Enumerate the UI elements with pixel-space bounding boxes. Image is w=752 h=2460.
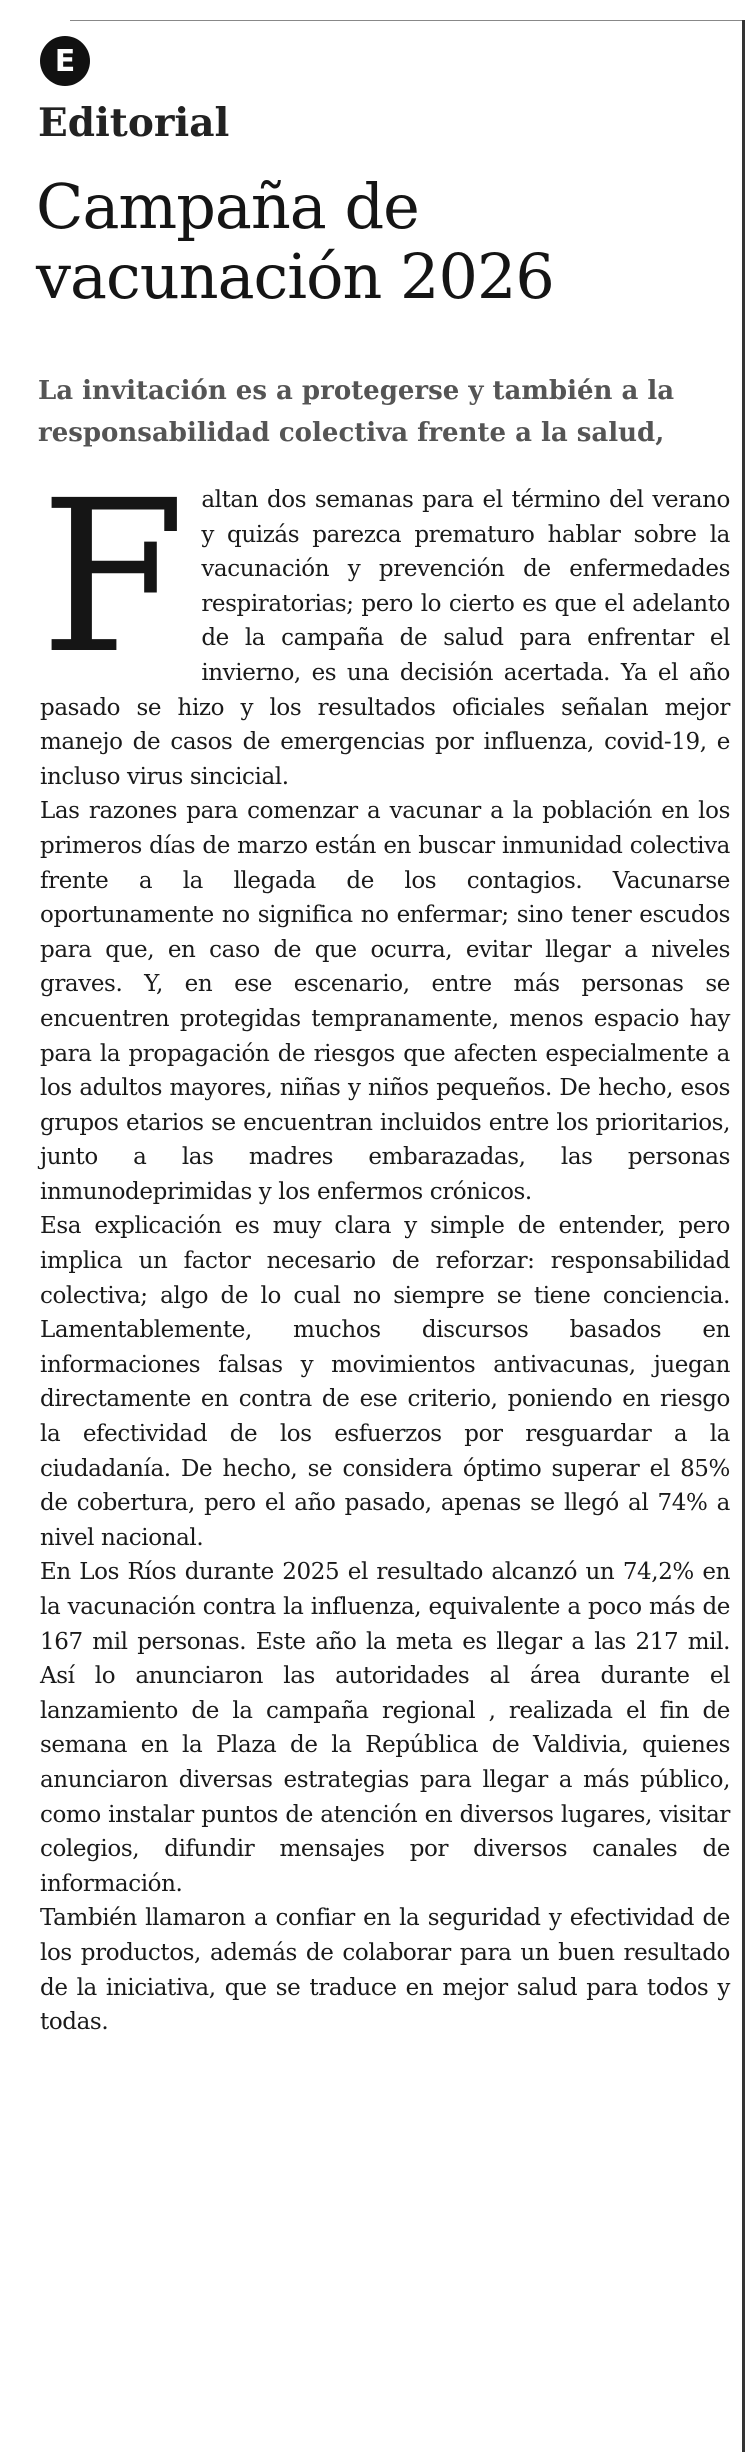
column-rule	[742, 20, 745, 2452]
dropcap: F	[40, 455, 186, 700]
top-rule	[70, 20, 745, 21]
article-body	[40, 455, 730, 2040]
section-label: Editorial	[38, 100, 230, 146]
body-paragraph: También llamaron a confiar en la seguridad y efectividad de los productos, además de colaborar para un buen resultado de la iniciativa, que se traduce en mejor salud para todos y todas.	[40, 1905, 730, 2036]
body-paragraph: En Los Ríos durante 2025 el resultado alcanzó un 74,2% en la vacunación contra la influenza, equivalente a poco más de 167 mil personas. Este año la meta es llegar a las 217 mil. Así lo anunciaron las autoridades al área durante el lanzamiento de la campaña regional , realizada el fin de semana en la Plaza de la República de Valdivia, quienes anunciaron diversas estrategias para llegar a más público, como instalar puntos de atención en diversos lugares, visitar colegios, difundir mensajes por diversos canales de información.	[40, 1559, 730, 1897]
editorial-e-icon: E	[40, 36, 90, 86]
headline: Campaña de vacunación 2026	[36, 170, 554, 313]
deck: La invitación es a protegerse y también a la responsabilidad colectiva frente a la salud,	[38, 376, 675, 448]
body-paragraph: Esa explicación es muy clara y simple de entender, pero implica un factor necesario de reforzar: responsabilidad colectiva; algo de lo cual no siempre se tiene conciencia. Lamentablemente, muchos discursos basados en informaciones falsas y movimientos antivacunas, juegan directamente en contra de ese criterio, poniendo en riesgo la efectividad de los esfuerzos por resguardar a la ciudadanía. De hecho, se considera óptimo superar el 85% de cobertura, pero el año pasado, apenas se llegó al 74% a nivel nacional.	[40, 1213, 730, 1551]
body-paragraph: Las razones para comenzar a vacunar a la población en los primeros días de marzo están en buscar inmunidad colectiva frente a la llegada de los contagios. Vacunarse oportunamente no significa no enfermar; sino tener escudos para que, en caso de que ocurra, evitar llegar a niveles graves. Y, en ese escenario, entre más personas se encuentren protegidas tempranamente, menos espacio hay para la propagación de riesgos que afecten especialmente a los adultos mayores, niñas y niños pequeños. De hecho, esos grupos etarios se encuentran incluidos entre los prioritarios, junto a las madres embarazadas, las personas inmunodeprimidas y los enfermos crónicos.	[40, 798, 730, 1205]
body-paragraph-text: altan dos semanas para el término del verano y quizás parezca prematuro hablar sobre la vacunación y prevención de enfermedades respiratorias; pero lo cierto es que el adelanto de la campaña de salud para enfrentar el invierno, es una decisión acertada. Ya el año pasado se hizo y los resultados oficiales señalan mejor manejo de casos de emergencias por influenza, covid-19, e incluso virus sincicial.	[40, 487, 730, 790]
body-paragraph	[40, 455, 730, 794]
